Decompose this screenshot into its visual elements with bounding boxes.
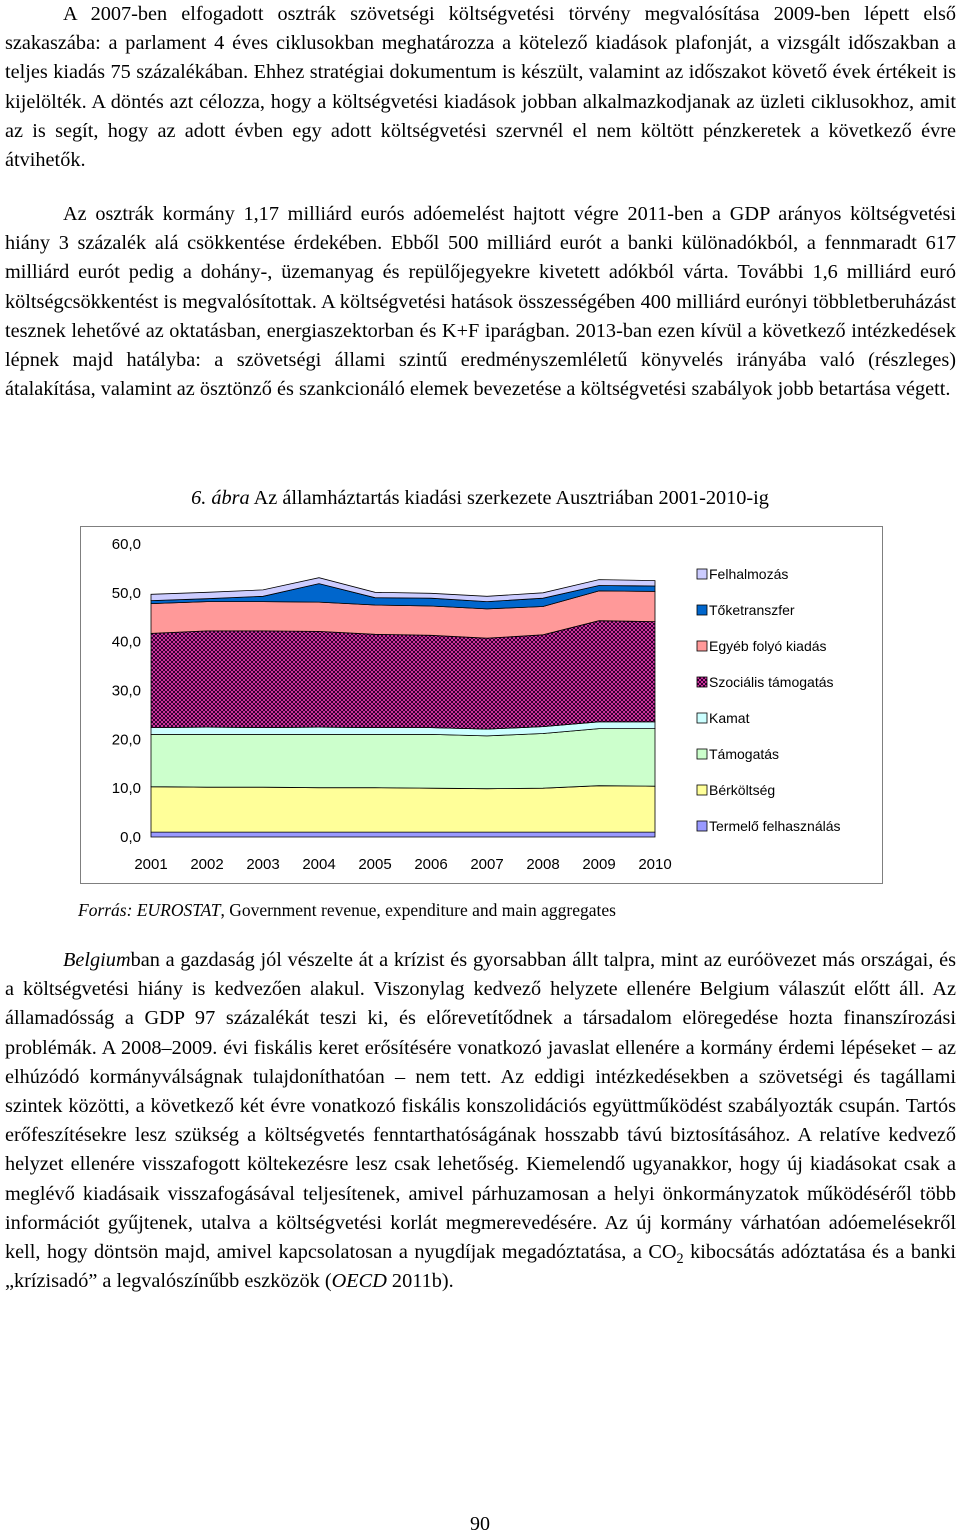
y-tick-label: 50,0 — [111, 584, 141, 602]
page-number: 90 — [470, 1513, 490, 1535]
x-tick-label: 2007 — [470, 856, 504, 873]
legend-swatch — [697, 821, 707, 831]
y-tick-label: 20,0 — [111, 731, 141, 749]
area-támogatás — [151, 729, 655, 789]
source-label: Forrás: EUROSTAT — [78, 900, 221, 920]
y-tick-label: 10,0 — [111, 780, 141, 798]
x-tick-label: 2003 — [246, 856, 280, 873]
belgium-text-2: kibocsátás adóztatása és a banki „krízisadó” a legvalószínűbb eszközök ( — [5, 1241, 956, 1293]
area-termelő-felhasználás — [151, 832, 655, 837]
x-tick-label: 2010 — [638, 856, 672, 873]
area-bérköltség — [151, 786, 655, 832]
figure-title: Az államháztartás kiadási szerkezete Ausztriában 2001-2010-ig — [253, 487, 769, 509]
x-tick-label: 2006 — [414, 856, 448, 873]
belgium-text-3: 2011b). — [386, 1270, 454, 1293]
legend-label: Termelő felhasználás — [709, 818, 841, 834]
legend-swatch — [697, 605, 707, 615]
legend-label: Egyéb folyó kiadás — [709, 638, 827, 654]
y-tick-label: 60,0 — [111, 536, 141, 553]
legend-label: Kamat — [709, 710, 750, 726]
belgium-text-1: ban a gazdaság jól vészelte át a krízist és gyorsabban állt talpra, mint az euróövezet más országai, és a költségvetési hiány is kedvezően alakul. Viszonylag kedvező helyzete ellenére Belgium válaszút előtt áll. Az államadósság a GDP 97 százalékát teszi ki, és előrevetítődnek a társadalom elöregedése hozta finanszírozási problémák. A 2008–2009. évi fiskális keret erősítésére vonatkozó javaslat ellenére a kormány érdemi lépéseket – az elhúzódó kormányválságnak tulajdoníthatóan – nem tett. Az eddigi intézkedésekben a szövetségi és tagállami szintek közötti, a következő két évre vonatkozó fiskális konszolidációs együttműködést szabályozták csupán. Tartós erőfeszítésekre lesz szükség a költségvetés fenntarthatóságának hosszabb távú biztosításához. A relatíve kedvező helyzet ellenére visszafogott költekezésre lesz csak lehetőség. Kiemelendő ugyanakkor, hogy új kiadásokat csak a meglévő kiadásaik visszafogásával teljesítenek, amivel párhuzamosan a helyi önkormányzatok működéséről több információt gyűjtenek, utalva a költségvetési korlát megmerevedésére. Az új kormány várhatóan adóemelésekről kell, hogy döntsön majd, amivel kapcsolatosan a nyugdíjak megadóztatása, a CO — [5, 949, 956, 1264]
x-tick-label: 2005 — [358, 856, 392, 873]
x-tick-label: 2001 — [134, 856, 168, 873]
legend-swatch — [697, 749, 707, 759]
legend-swatch — [697, 641, 707, 651]
x-tick-label: 2004 — [302, 856, 336, 873]
source-text: , Government revenue, expenditure and main aggregates — [220, 900, 616, 920]
x-tick-label: 2002 — [190, 856, 224, 873]
figure-caption — [0, 484, 960, 513]
legend-swatch — [697, 677, 707, 687]
stacked-area-chart — [81, 527, 882, 883]
x-tick-label: 2009 — [582, 856, 616, 873]
paragraph-austria-budget-law: A 2007-ben elfogadott osztrák szövetségi költségvetési törvény megvalósítása 2009-ben lépett első szakaszába: a parlament 4 éves ciklusokban meghatározza a kötelező kiadások plafonját, a vizsgált időszakban a teljes kiadás 75 százalékában. Ehhez stratégiai dokumentum is készült, valamint az időszakot követő évek értékeit is kijelölték. A döntés azt célozza, hogy a költségvetési kiadások jobban alkalmazkodjanak az üzleti ciklusokhoz, amit az is segít, hogy az adott évben egy adott költségvetési szervnél el nem költött pénzkeretek a következő évre átvihetők. — [5, 3, 956, 172]
y-tick-label: 0,0 — [120, 829, 141, 846]
belgium-word: Belgium — [63, 949, 131, 971]
paragraph-belgium — [5, 946, 956, 1296]
y-tick-label: 40,0 — [111, 633, 141, 651]
x-tick-label: 2008 — [526, 856, 560, 873]
legend-label: Bérköltség — [709, 782, 776, 798]
figure-source — [78, 898, 616, 922]
oecd-citation: OECD — [331, 1270, 387, 1293]
legend-label: Tőketranszfer — [709, 602, 795, 618]
legend-label: Támogatás — [709, 746, 780, 762]
legend-swatch — [697, 569, 707, 579]
y-tick-label: 30,0 — [111, 682, 141, 700]
figure-number: 6. ábra — [191, 487, 250, 509]
legend-label: Szociális támogatás — [709, 674, 834, 690]
area-szociális-támogatás — [151, 621, 655, 729]
legend-label: Felhalmozás — [709, 566, 789, 582]
chart-frame — [80, 526, 883, 884]
legend-swatch — [697, 785, 707, 795]
co2-subscript: 2 — [676, 1251, 684, 1268]
legend-swatch — [697, 713, 707, 723]
paragraph-austria-tax-measures: Az osztrák kormány 1,17 milliárd eurós adóemelést hajtott végre 2011-ben a GDP arányos költségvetési hiány 3 százalék alá csökkentése érdekében. Ebből 500 milliárd eurót a banki különadókból, a fennmaradt 617 milliárd eurót pedig a dohány-, üzemanyag és repülőjegyekre kivetett adókból várta. További 1,6 milliárd euró költségcsökkentést is megvalósítottak. A költségvetési hatások összességében 400 milliárd eurónyi többletberuházást tesznek lehetővé az oktatásban, energiaszektorban és K+F iparágban. 2013-ban ezen kívül a következő intézkedések lépnek majd hatályba: a szövetségi állami szintű eredményszemléletű könyvelés irányába való (részleges) átalakítása, valamint az ösztönző és szankcionáló elemek bevezetése a költségvetési szabályok jobb betartása végett. — [5, 203, 956, 401]
